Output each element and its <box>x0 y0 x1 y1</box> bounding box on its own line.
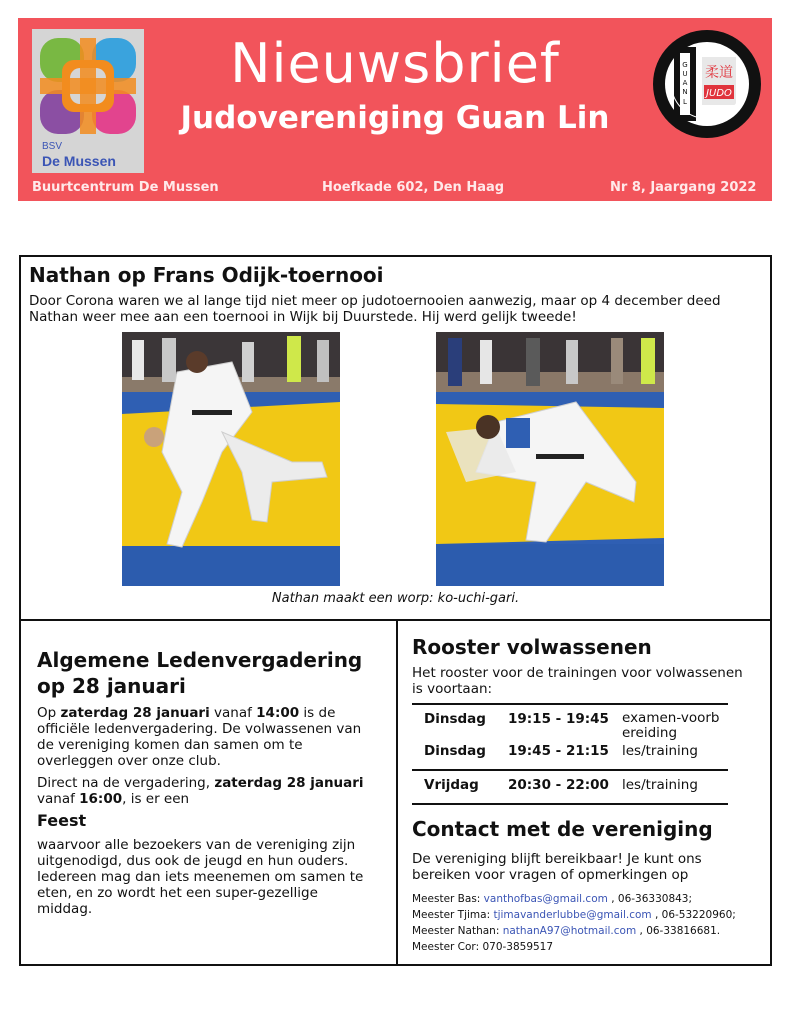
svg-text:U: U <box>682 70 688 78</box>
meeting-p1-text-b: vanaf <box>209 705 257 721</box>
schedule-time: 20:30 - 22:00 <box>508 777 609 793</box>
schedule-top-rule <box>412 703 728 705</box>
svg-text:G: G <box>682 61 688 69</box>
schedule-time: 19:15 - 19:45 <box>508 711 609 727</box>
contact-label: Meester Nathan: <box>412 925 500 937</box>
contact-phone: , 06-36330843; <box>611 893 693 905</box>
schedule-type: les/training <box>622 777 698 793</box>
location-text: Buurtcentrum De Mussen <box>32 180 219 195</box>
meeting-date: zaterdag 28 januari <box>60 705 210 721</box>
contact-item <box>412 923 772 939</box>
article-tournament-body: Door Corona waren we al lange tijd niet meer op judotoernooien aanwezig, maar op 4 december deed Nathan weer mee aan een toernooi in Wijk bij Duurstede. Hij werd gelijk tweede! <box>29 293 721 325</box>
schedule-intro: Het rooster voor de trainingen voor volwassenen is voortaan: <box>412 665 743 697</box>
svg-text:N: N <box>682 88 688 96</box>
meeting-p2-text-c: , is er een <box>122 791 190 807</box>
party-time: 16:00 <box>79 791 123 807</box>
schedule-day: Dinsdag <box>424 743 486 759</box>
logo-mussen-text: De Mussen <box>42 153 116 169</box>
contact-email-link[interactable]: vanthofbas@gmail.com <box>483 893 608 905</box>
newsletter-title: Nieuwsbrief <box>230 32 560 95</box>
svg-text:L: L <box>683 98 687 106</box>
judo-photo-1 <box>122 332 340 586</box>
article-schedule-contact <box>396 619 772 966</box>
article-tournament-title: Nathan op Frans Odijk-toernooi <box>29 263 384 287</box>
schedule-type: examen-voorbereiding <box>622 710 720 741</box>
guan-lin-logo <box>652 29 762 139</box>
judo-club-emblem-icon <box>652 29 762 139</box>
article-tournament <box>19 255 772 621</box>
contact-email-link[interactable]: nathanA97@hotmail.com <box>502 925 637 937</box>
schedule-day: Dinsdag <box>424 711 486 727</box>
schedule-type: les/training <box>622 743 698 759</box>
meeting-paragraph-3: waarvoor alle bezoekers van de vereniging zijn uitgenodigd, dus ook de jeugd en hun ouders. Iedereen mag dan iets meenemen om samen te eten, en zo wordt het een super-gezellige middag. <box>37 837 364 917</box>
contact-label: Meester Tjima: <box>412 909 491 921</box>
contact-label: Meester Cor: <box>412 941 480 953</box>
contact-item <box>412 907 772 923</box>
party-date: zaterdag 28 januari <box>214 775 364 791</box>
svg-text:A: A <box>682 79 688 87</box>
contact-item <box>412 891 772 907</box>
meeting-time: 14:00 <box>256 705 300 721</box>
schedule-mid-rule <box>412 769 728 771</box>
contact-email-link[interactable]: tjimavanderlubbe@gmail.com <box>493 909 652 921</box>
address-text: Hoefkade 602, Den Haag <box>322 180 505 195</box>
meeting-p2-text-b: vanaf <box>37 791 80 807</box>
contact-phone: 070-3859517 <box>482 941 554 953</box>
meeting-p2-text: Direct na de vergadering, <box>37 775 215 791</box>
judo-photo-2 <box>436 332 664 586</box>
schedule-bottom-rule <box>412 803 728 805</box>
meeting-p1-text: Op <box>37 705 61 721</box>
meeting-paragraph-2 <box>37 775 377 807</box>
contact-list <box>412 891 772 955</box>
issue-text: Nr 8, Jaargang 2022 <box>610 180 757 195</box>
contact-item <box>412 939 772 955</box>
contact-title: Contact met de vereniging <box>412 817 713 841</box>
article-members-meeting <box>19 619 398 966</box>
feest-title: Feest <box>37 811 87 830</box>
contact-phone: , 06-33816681. <box>639 925 721 937</box>
club-name: Judovereniging Guan Lin <box>180 100 610 136</box>
schedule-title: Rooster volwassenen <box>412 635 652 659</box>
meeting-p1-text-c: is de officiële ledenvergadering. De volwassenen van de vereniging komen dan samen om te overleggen over onze club. <box>37 705 362 769</box>
photo-caption: Nathan maakt een worp: ko-uchi-gari. <box>271 591 520 606</box>
header-banner <box>18 18 772 201</box>
schedule-time: 19:45 - 21:15 <box>508 743 609 759</box>
meeting-paragraph-1 <box>37 705 377 769</box>
contact-label: Meester Bas: <box>412 893 481 905</box>
contact-intro: De vereniging blijft bereikbaar! Je kunt ons bereiken voor vragen of opmerkingen op <box>412 851 702 883</box>
meeting-title: Algemene Ledenvergadering op 28 januari <box>37 648 363 698</box>
logo-bsv-text: BSV <box>42 141 63 152</box>
svg-text:柔道: 柔道 <box>705 65 733 81</box>
schedule-day: Vrijdag <box>424 777 479 793</box>
contact-phone: , 06-53220960; <box>654 909 736 921</box>
svg-text:JUDO: JUDO <box>706 88 732 99</box>
